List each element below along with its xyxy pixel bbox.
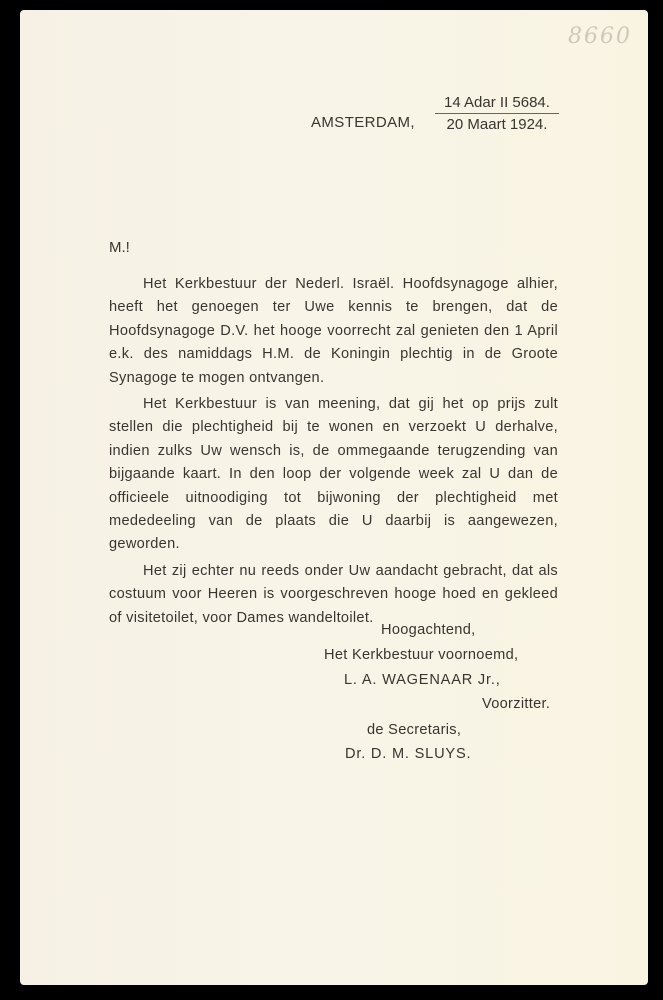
archive-number: 8660 xyxy=(568,24,632,49)
chairman-name: L. A. WAGENAAR Jr., xyxy=(344,672,501,688)
date-hebrew: 14 Adar II 5684. xyxy=(435,94,559,114)
secretary-title: de Secretaris, xyxy=(367,722,462,738)
closing-greeting: Hoogachtend, xyxy=(381,622,476,638)
chairman-title: Voorzitter. xyxy=(482,696,551,712)
paragraph: Het Kerkbestuur der Nederl. Israël. Hoofdsynagoge alhier, heeft het genoegen ter Uwe kennis te brengen, dat de Hoofdsynagoge D.V. het hooge voorrecht zal genieten den 1 April e.k. des namiddags H.M. de Koningin plechtig in de Groote Synagoge te mogen ontvangen. xyxy=(109,276,558,386)
place-name: AMSTERDAM, xyxy=(311,114,416,131)
closing-sender: Het Kerkbestuur voornoemd, xyxy=(324,647,519,663)
letter-page xyxy=(20,10,648,985)
secretary-name: Dr. D. M. SLUYS. xyxy=(345,746,472,762)
paragraph: Het Kerkbestuur is van meening, dat gij het op prijs zult stellen die plechtigheid bij te wonen en verzoekt U derhalve, indien zulks Uw wensch is, de ommegaande terugzending van bijgaande kaart. In den loop der volgende week zal U dan de officieele uitnoodiging tot bijwoning der plechtigheid met mededeeling van de plaats die U daarbij is aangewezen, geworden. xyxy=(109,396,558,553)
date-gregorian: 20 Maart 1924. xyxy=(446,116,548,133)
letter-body xyxy=(109,273,558,633)
salutation: M.! xyxy=(109,239,130,256)
paragraph: Het zij echter nu reeds onder Uw aandacht gebracht, dat als costuum voor Heeren is voorgeschreven hooge hoed en gekleed of visitetoilet, voor Dames wandeltoilet. xyxy=(109,562,558,626)
